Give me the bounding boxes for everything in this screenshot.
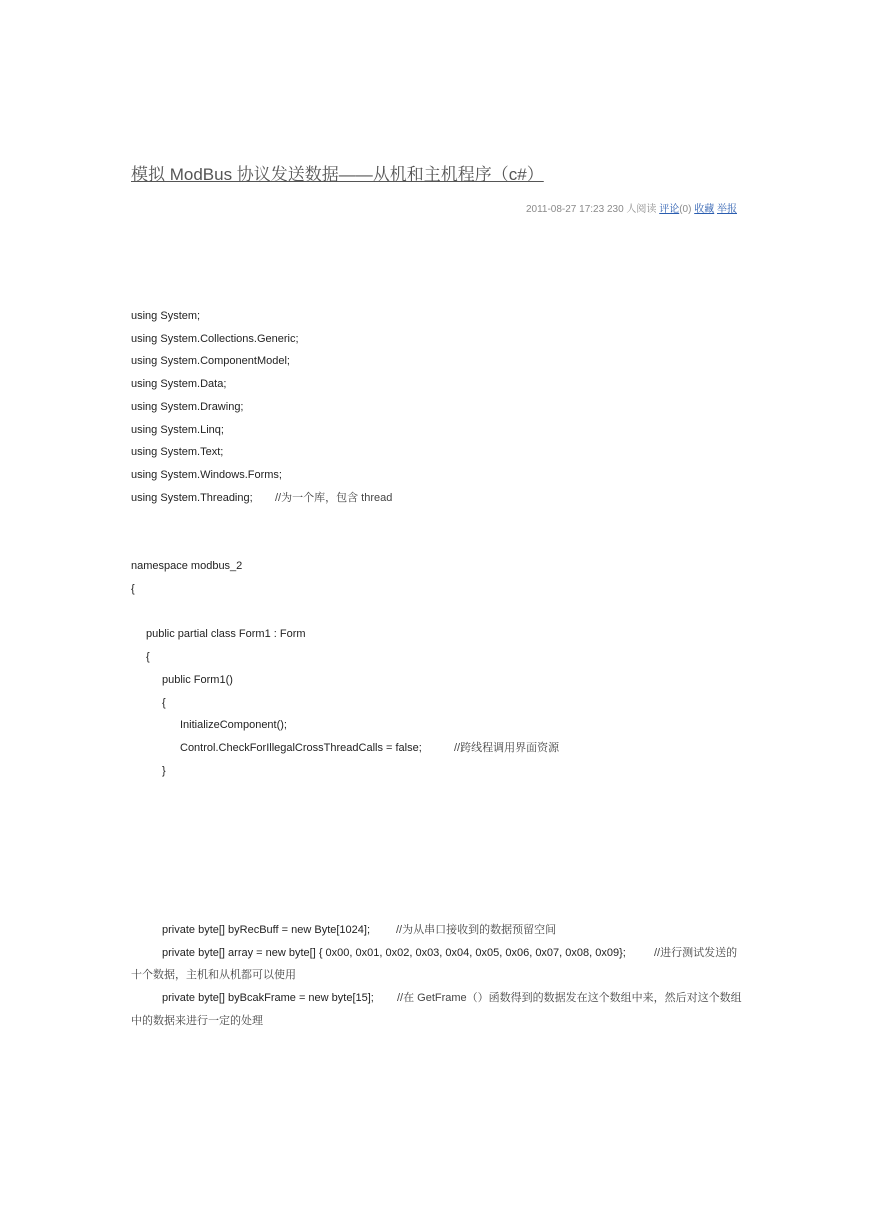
code-comment: //在 GetFrame（）函数得到的数据发在这个数组中来，然后对这个数组 [397,992,742,1004]
read-count: 230 人阅读 [606,204,657,215]
code-comment: //进行测试发送的 [654,947,738,959]
code-line: using System.Data; [131,378,227,390]
code-line: namespace modbus_2 [131,560,243,572]
article-title[interactable]: 模拟 ModBus 协议发送数据——从机和主机程序（c#） [131,165,544,184]
code-line: private byte[] byBcakFrame = new byte[15]; [162,992,374,1004]
article-meta [526,200,737,215]
code-line: using System.Linq; [131,424,224,436]
report-link[interactable]: 举报 [717,204,737,215]
code-comment-continued: 中的数据来进行一定的处理 [131,1015,263,1027]
code-line: Control.CheckForIllegalCrossThreadCalls = false; [180,742,422,754]
code-line: using System.Collections.Generic; [131,333,299,345]
comment-link[interactable]: 评论 [659,204,680,215]
code-line: using System.Windows.Forms; [131,469,282,481]
code-comment-continued: 十个数据，主机和从机都可以使用 [131,969,296,981]
code-line: using System.Threading; [131,492,253,504]
code-line: using System.Text; [131,446,224,458]
code-line: private byte[] array = new byte[] { 0x00, 0x01, 0x02, 0x03, 0x04, 0x05, 0x06, 0x07, 0x08, 0x09}; [162,947,626,959]
code-comment: //跨线程调用界面资源 [454,742,560,754]
code-line: { [162,697,166,709]
code-comment: //为一个库，包含 thread [275,492,393,504]
comment-count: (0) [679,204,692,215]
code-line: private byte[] byRecBuff = new Byte[1024]; [162,924,371,936]
code-line: using System.Drawing; [131,401,244,413]
publish-date: 2011-08-27 17:23 [525,204,605,215]
code-line: using System.ComponentModel; [131,355,290,367]
code-line: using System; [131,310,201,322]
favorite-link[interactable]: 收藏 [694,204,715,215]
code-line: InitializeComponent(); [180,719,287,731]
code-line: public partial class Form1 : Form [146,628,306,640]
code-line: { [131,583,135,595]
code-line: public Form1() [162,674,233,686]
code-line: { [146,651,150,663]
code-line: } [162,765,166,777]
code-comment: //为从串口接收到的数据预留空间 [396,924,557,936]
